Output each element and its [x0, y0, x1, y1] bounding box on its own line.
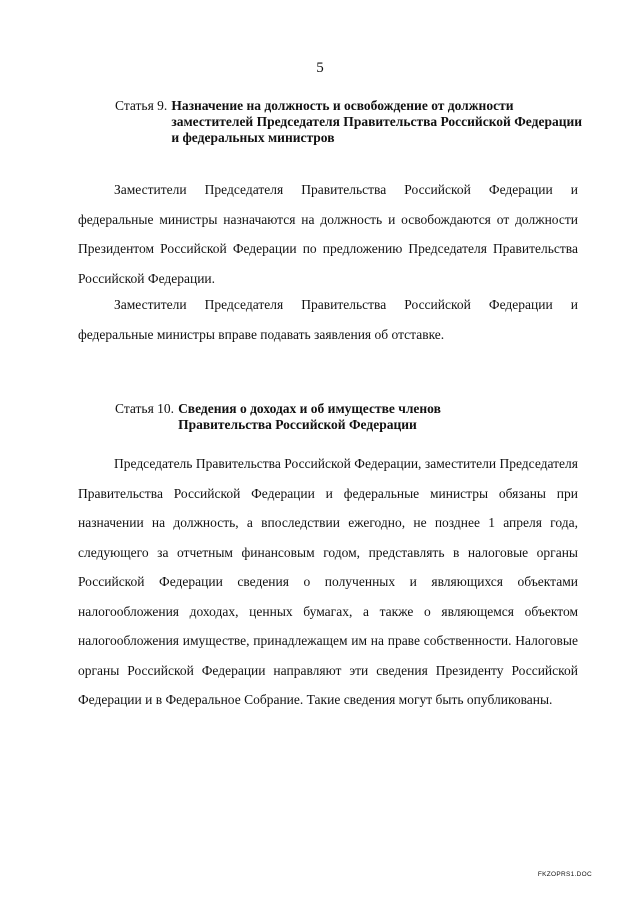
article-9-title-line-3: и федеральных министров	[171, 130, 335, 145]
article-9-paragraph-2: Заместители Председателя Правительства Российской Федерации и федеральные министры вправе подавать заявления об отставке.	[78, 297, 578, 342]
article-9-number: Статья 9.	[115, 98, 168, 113]
page-number: 5	[316, 60, 324, 76]
article-10-title-line-2: Правительства Российской Федерации	[178, 417, 417, 432]
article-9-paragraph-1: Заместители Председателя Правительства Российской Федерации и федеральные министры назначаются на должность и освобождаются от должности Президентом Российской Федерации по предложению Председателя Правительства Российской Федерации.	[78, 182, 578, 286]
article-9-title-line-2: заместителей Председателя Правительства Российской Федерации	[171, 114, 583, 129]
article-10-number: Статья 10.	[115, 401, 175, 416]
article-9-title	[171, 98, 582, 146]
article-10-paragraph-1: Председатель Правительства Российской Федерации, заместители Председателя Правительства Российской Федерации и федеральные министры обязаны при назначении на должность, а впоследствии ежегодно, не позднее 1 апреля года, следующего за отчетным финансовым годом, представлять в налоговые органы Российской Федерации сведения о полученных и являющихся объектами налогообложения доходах, ценных бумагах, а также о являющемся объектом налогообложения имуществе, принадлежащем им на праве собственности. Налоговые органы Российской Федерации направляют эти сведения Президенту Российской Федерации и в Федеральное Собрание. Такие сведения могут быть опубликованы.	[78, 456, 578, 707]
article-10-title	[178, 401, 441, 433]
article-9-heading	[115, 98, 595, 146]
footer-file-code: FKZOPRS1.DOC	[537, 871, 592, 878]
article-9-title-line-1: Назначение на должность и освобождение от должности	[171, 98, 514, 113]
article-10-heading	[115, 401, 595, 433]
article-10-title-line-1: Сведения о доходах и об имуществе членов	[178, 401, 441, 416]
